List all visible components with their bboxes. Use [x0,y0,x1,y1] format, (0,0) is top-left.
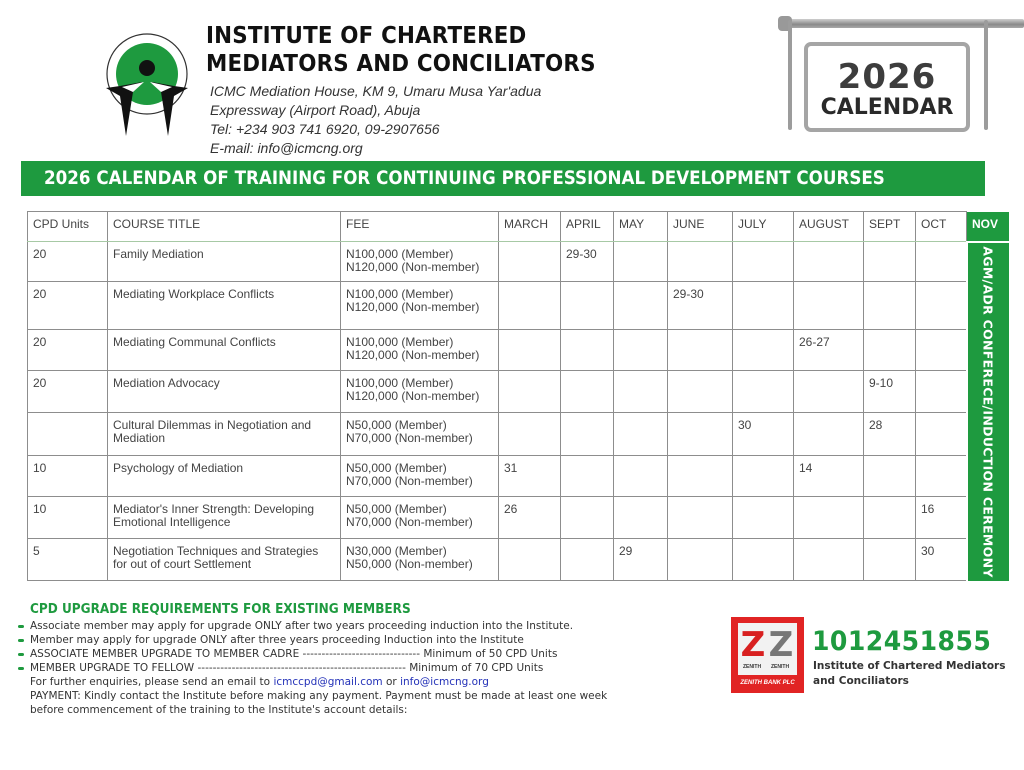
fee-cell [341,371,499,413]
june-cell [668,413,733,456]
may-cell [614,413,668,456]
fee-nonmember: N120,000 (Non-member) [346,389,480,403]
account-name-line1: Institute of Chartered Mediators [813,660,1006,672]
account-name [813,659,1005,689]
april-cell [561,413,614,456]
requirement-text: ASSOCIATE MEMBER UPGRADE TO MEMBER CADRE ------------------------------- Minimum of 50 CPD Units [30,648,558,660]
fee-cell [341,242,499,282]
cpd-cell [28,413,108,456]
payment-line1: PAYMENT: Kindly contact the Institute before making any payment. Payment must be made at least one week [30,690,608,702]
cpd-cell: 20 [28,371,108,413]
may-cell [614,371,668,413]
bullet-icon [18,653,24,656]
training-calendar-table [27,211,1009,581]
cpd-cell: 20 [28,242,108,282]
fee-cell [341,413,499,456]
sept-cell [864,497,916,539]
col-header-march: MARCH [499,212,561,242]
zenith-z-icon: Z [768,625,794,665]
requirements-title: CPD UPGRADE REQUIREMENTS FOR EXISTING MEMBERS [30,602,411,617]
table-row [28,413,1009,456]
sept-cell [864,242,916,282]
cpd-cell: 10 [28,456,108,497]
sign-rail [784,19,1024,28]
fee-member: N50,000 (Member) [346,502,447,516]
table-row [28,497,1009,539]
oct-cell [916,371,967,413]
fee-member: N30,000 (Member) [346,544,447,558]
requirement-text: Member may apply for upgrade ONLY after three years proceeding Induction into the Institute [30,634,524,646]
oct-cell [916,242,967,282]
fee-nonmember: N120,000 (Non-member) [346,260,480,274]
march-cell [499,282,561,330]
requirement-item [18,619,573,633]
cpd-cell: 20 [28,330,108,371]
fee-cell [341,539,499,581]
sign-word: CALENDAR [820,95,954,120]
page-title: 2026 CALENDAR OF TRAINING FOR CONTINUING PROFESSIONAL DEVELOPMENT COURSES [44,167,885,189]
sept-cell [864,539,916,581]
march-cell: 26 [499,497,561,539]
june-cell: 29-30 [668,282,733,330]
nov-event-cell [967,242,1009,581]
course-title-cell: Cultural Dilemmas in Negotiation and Mediation [108,413,341,456]
march-cell [499,330,561,371]
col-header-june: JUNE [668,212,733,242]
june-cell [668,242,733,282]
march-cell: 31 [499,456,561,497]
oct-cell: 30 [916,539,967,581]
may-cell: 29 [614,539,668,581]
fee-nonmember: N70,000 (Non-member) [346,515,473,529]
enquiry-text: For further enquiries, please send an email to [30,676,274,688]
may-cell [614,330,668,371]
fee-cell [341,330,499,371]
august-cell [794,413,864,456]
march-cell [499,371,561,413]
table-row [28,330,1009,371]
fee-cell [341,282,499,330]
bank-name: ZENITH BANK PLC [740,680,795,686]
august-cell [794,539,864,581]
requirement-item [18,661,543,675]
sept-cell: 9-10 [864,371,916,413]
oct-cell [916,282,967,330]
course-title-cell: Psychology of Mediation [108,456,341,497]
col-header-july: JULY [733,212,794,242]
august-cell [794,497,864,539]
org-name-line2: MEDIATORS AND CONCILIATORS [206,51,596,77]
course-title-cell: Mediating Communal Conflicts [108,330,341,371]
table-header-row [28,212,1009,242]
april-cell: 29-30 [561,242,614,282]
july-cell [733,497,794,539]
july-cell [733,371,794,413]
table-row [28,539,1009,581]
requirement-text: MEMBER UPGRADE TO FELLOW ------------------------------------------------------- Minimum of 70 CPD Units [30,662,544,674]
cpd-cell: 10 [28,497,108,539]
table-row [28,371,1009,413]
page-title-banner [21,161,985,196]
june-cell [668,371,733,413]
table-row [28,242,1009,282]
bullet-icon [18,625,24,628]
course-title-cell: Negotiation Techniques and Strategies for out of court Settlement [108,539,341,581]
requirement-item [18,633,524,647]
april-cell [561,497,614,539]
bullet-icon [18,639,24,642]
requirement-item [18,647,557,661]
fee-cell [341,456,499,497]
july-cell: 30 [733,413,794,456]
course-title-cell: Mediating Workplace Conflicts [108,282,341,330]
fee-member: N100,000 (Member) [346,335,454,349]
course-title-cell: Mediation Advocacy [108,371,341,413]
july-cell [733,242,794,282]
fee-member: N100,000 (Member) [346,287,454,301]
sept-cell [864,330,916,371]
bank-logo-small-text: ZENITH [771,664,790,670]
enquiry-email-link[interactable]: icmccpd@gmail.com [273,676,383,688]
march-cell [499,242,561,282]
bank-logo [731,617,804,693]
march-cell [499,413,561,456]
org-name-line1: INSTITUTE OF CHARTERED [206,23,527,49]
may-cell [614,456,668,497]
fee-member: N100,000 (Member) [346,247,454,261]
fee-member: N50,000 (Member) [346,418,447,432]
cpd-cell: 5 [28,539,108,581]
august-cell [794,371,864,413]
address-line1: ICMC Mediation House, KM 9, Umaru Musa Yar'adua [210,83,542,99]
account-number: 1012451855 [812,626,992,657]
email: E-mail: info@icmcng.org [210,140,363,156]
sept-cell: 28 [864,413,916,456]
june-cell [668,456,733,497]
enquiry-or: or [382,676,401,688]
july-cell [733,282,794,330]
col-header-april: APRIL [561,212,614,242]
col-header-may: MAY [614,212,668,242]
enquiry-line [30,675,489,689]
fee-nonmember: N50,000 (Non-member) [346,557,473,571]
fee-nonmember: N120,000 (Non-member) [346,348,480,362]
fee-member: N100,000 (Member) [346,376,454,390]
address-line2: Expressway (Airport Road), Abuja [210,102,421,118]
fee-nonmember: N70,000 (Non-member) [346,474,473,488]
nov-event-label: AGM/ADR CONFERECE/INDUCTION CEREMONY [980,245,996,578]
august-cell: 14 [794,456,864,497]
oct-cell [916,456,967,497]
account-name-line2: and Conciliators [813,675,909,687]
august-cell: 26-27 [794,330,864,371]
june-cell [668,539,733,581]
requirement-text: Associate member may apply for upgrade ONLY after two years proceeding induction into the Institute. [30,620,574,632]
telephone: Tel: +234 903 741 6920, 09-2907656 [210,121,440,137]
august-cell [794,282,864,330]
col-header-sept: SEPT [864,212,916,242]
bullet-icon [18,667,24,670]
june-cell [668,497,733,539]
fee-nonmember: N120,000 (Non-member) [346,300,480,314]
course-title-cell: Mediator's Inner Strength: Developing Emotional Intelligence [108,497,341,539]
sign-board [804,42,970,132]
july-cell [733,456,794,497]
march-cell [499,539,561,581]
col-header-cpd: CPD Units [28,212,108,242]
july-cell [733,539,794,581]
fee-nonmember: N70,000 (Non-member) [346,431,473,445]
info-email-link[interactable]: info@icmcng.org [400,676,489,688]
july-cell [733,330,794,371]
table-row [28,456,1009,497]
april-cell [561,371,614,413]
may-cell [614,282,668,330]
table-row [28,282,1009,330]
bank-logo-inner [738,623,797,675]
may-cell [614,242,668,282]
institute-logo-icon [100,30,195,140]
sept-cell [864,282,916,330]
zenith-z-icon: Z [740,625,766,665]
sign-post-right [984,20,988,130]
org-contact [210,82,541,158]
col-header-nov: NOV [967,212,1009,242]
payment-line2: before commencement of the training to the Institute's account details: [30,704,408,716]
oct-cell [916,413,967,456]
sign-year: 2026 [837,57,937,97]
sign-post-left [788,20,792,130]
col-header-august: AUGUST [794,212,864,242]
oct-cell: 16 [916,497,967,539]
august-cell [794,242,864,282]
sept-cell [864,456,916,497]
april-cell [561,539,614,581]
calendar-sign [770,14,1024,139]
org-name [206,22,596,78]
april-cell [561,456,614,497]
april-cell [561,282,614,330]
may-cell [614,497,668,539]
fee-cell [341,497,499,539]
cpd-cell: 20 [28,282,108,330]
june-cell [668,330,733,371]
col-header-oct: OCT [916,212,967,242]
oct-cell [916,330,967,371]
col-header-fee: FEE [341,212,499,242]
course-title-cell: Family Mediation [108,242,341,282]
april-cell [561,330,614,371]
fee-member: N50,000 (Member) [346,461,447,475]
bank-logo-small-text: ZENITH [743,664,762,670]
col-header-course: COURSE TITLE [108,212,341,242]
